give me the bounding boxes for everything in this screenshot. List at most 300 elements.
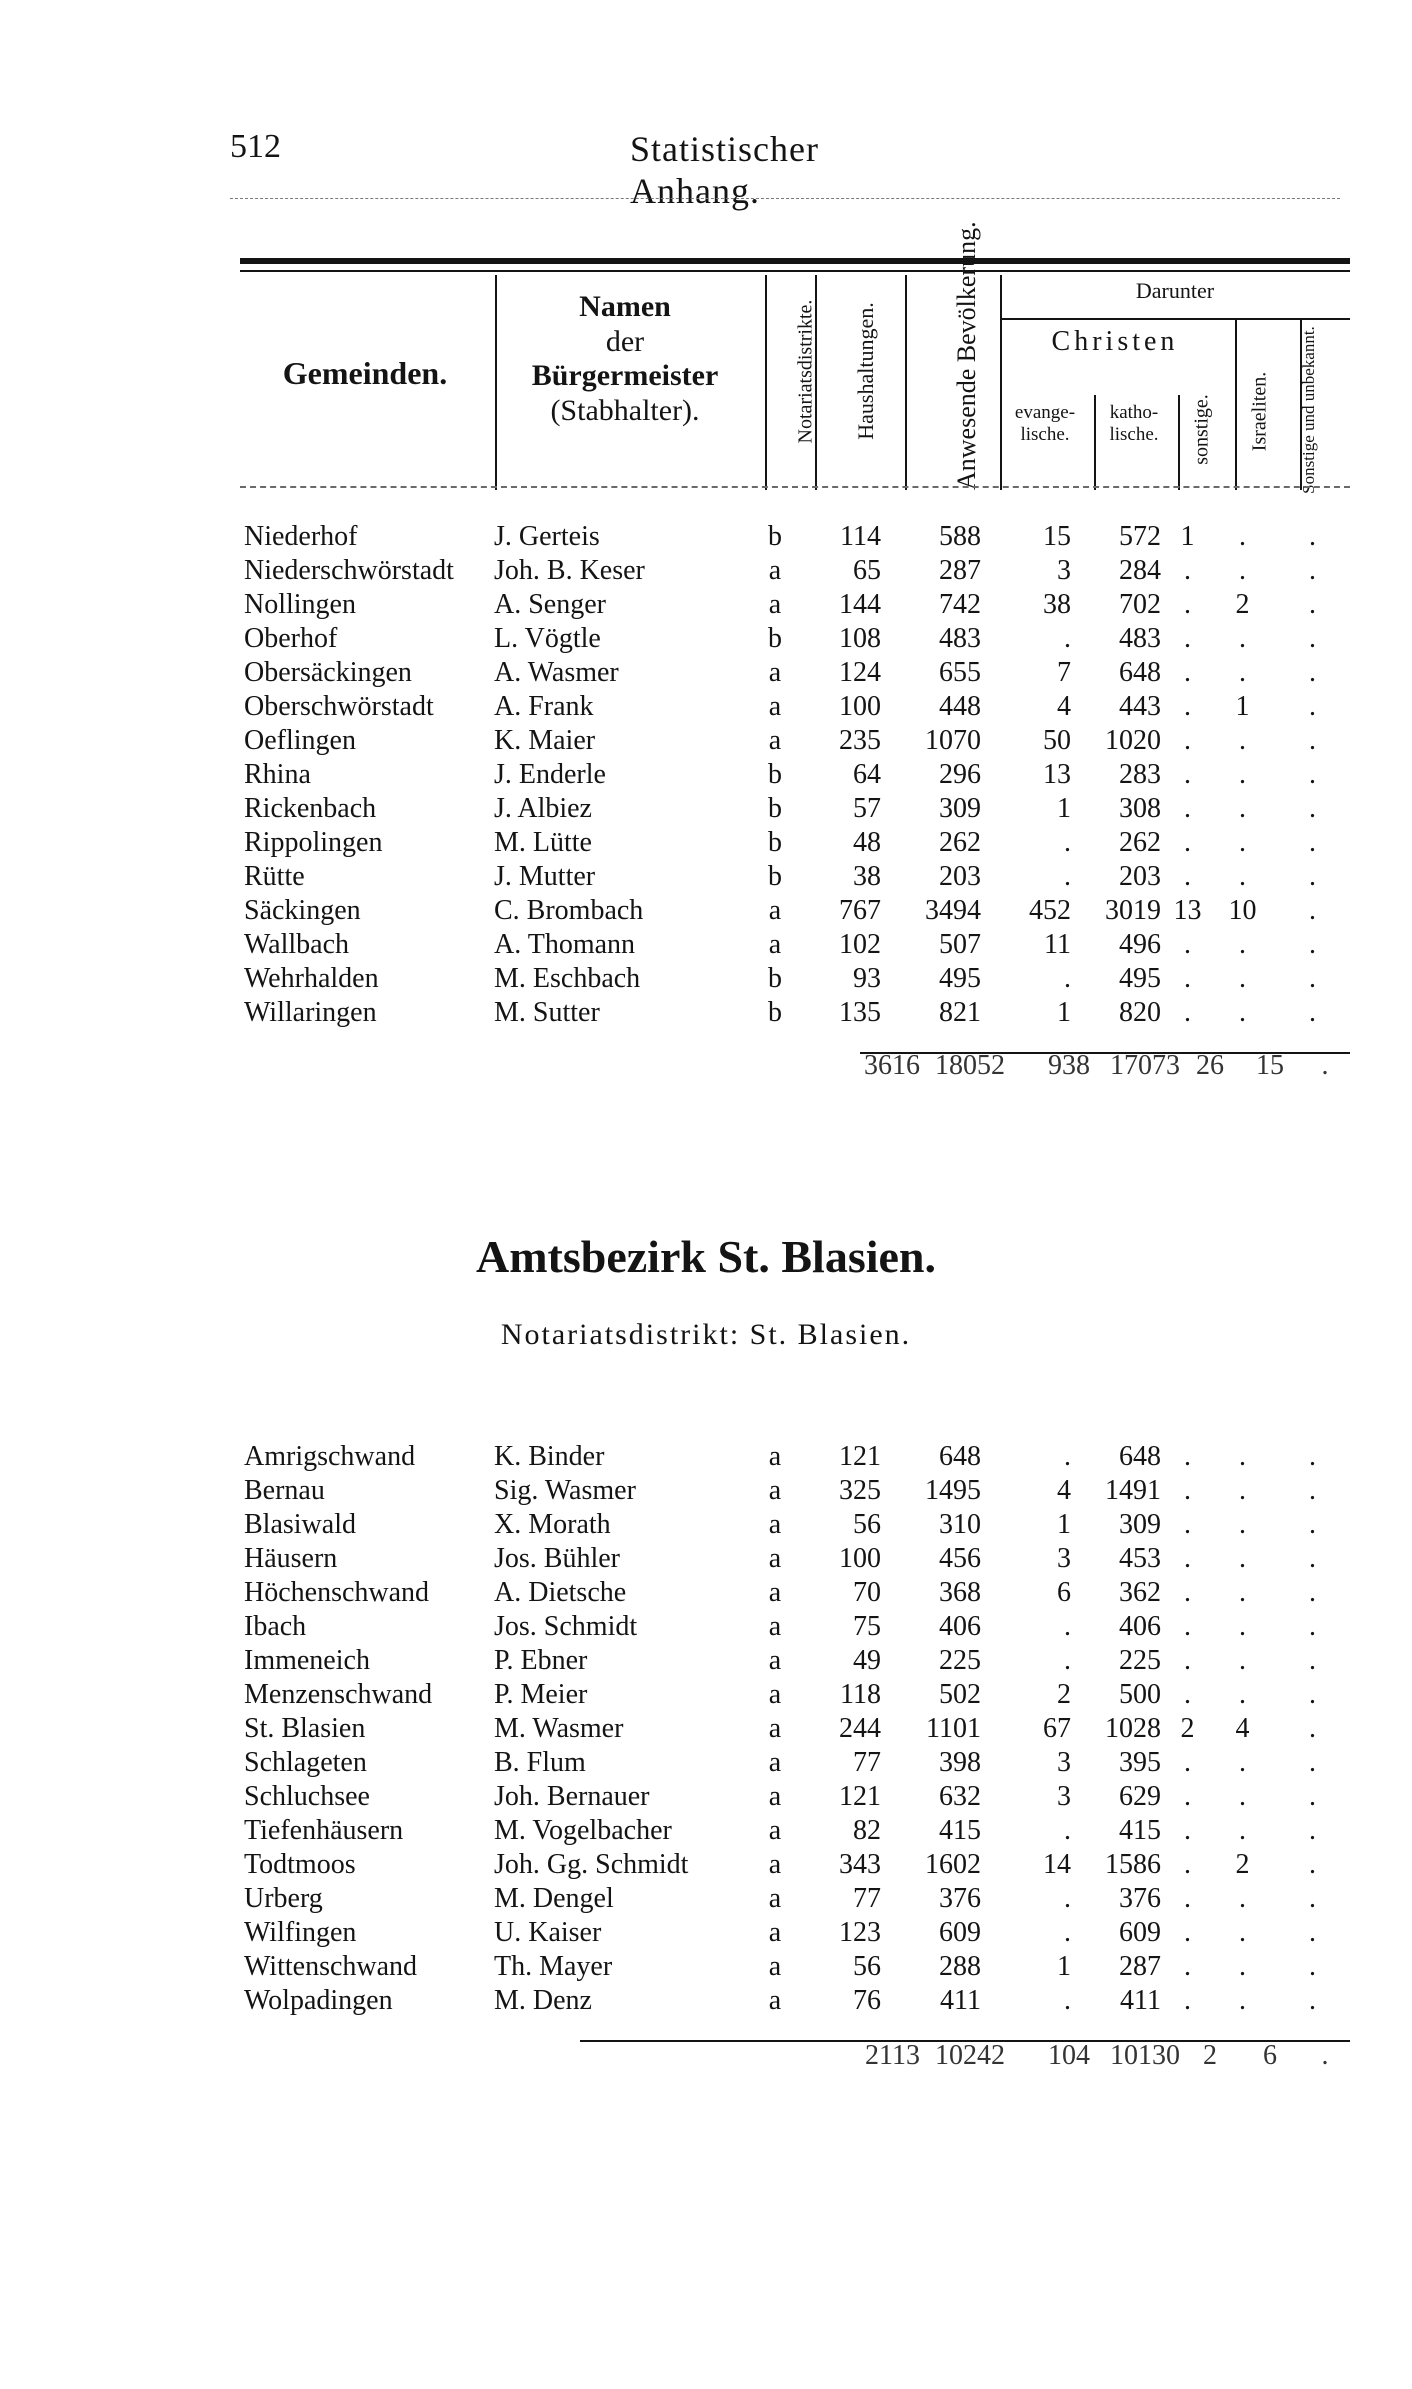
col-mayor bbox=[500, 290, 750, 428]
protestant-count: . bbox=[1064, 1883, 1071, 1914]
israelite-count: . bbox=[1239, 1781, 1246, 1812]
mayor-name: J. Gerteis bbox=[494, 521, 600, 552]
households: 123 bbox=[839, 1917, 881, 1948]
protestant-count: . bbox=[1064, 1611, 1071, 1642]
mayor-name: Jos. Bühler bbox=[494, 1543, 620, 1574]
other-unknown-count: . bbox=[1309, 691, 1316, 722]
population: 507 bbox=[939, 929, 981, 960]
other-christian-count: . bbox=[1184, 1747, 1191, 1778]
other-unknown-count: . bbox=[1309, 1747, 1316, 1778]
other-unknown-count: . bbox=[1309, 1679, 1316, 1710]
population: 398 bbox=[939, 1747, 981, 1778]
table-row bbox=[240, 1746, 1350, 1780]
table-row bbox=[240, 1644, 1350, 1678]
table-top-rule bbox=[240, 258, 1350, 264]
population: 448 bbox=[939, 691, 981, 722]
population: 296 bbox=[939, 759, 981, 790]
table-row bbox=[240, 1474, 1350, 1508]
municipality-name: Bernau bbox=[244, 1475, 325, 1506]
other-christian-count: . bbox=[1184, 963, 1191, 994]
other-christian-count: . bbox=[1184, 623, 1191, 654]
households: 108 bbox=[839, 623, 881, 654]
table-row bbox=[240, 758, 1350, 792]
population: 648 bbox=[939, 1441, 981, 1472]
protestant-count: 7 bbox=[1057, 657, 1071, 688]
other-christian-count: . bbox=[1184, 1611, 1191, 1642]
catholic-count: 572 bbox=[1119, 521, 1161, 552]
mayor-name: M. Denz bbox=[494, 1985, 592, 2016]
israelite-count: . bbox=[1239, 997, 1246, 1028]
households: 124 bbox=[839, 657, 881, 688]
households: 57 bbox=[853, 793, 881, 824]
population: 310 bbox=[939, 1509, 981, 1540]
population: 406 bbox=[939, 1611, 981, 1642]
divider bbox=[1300, 320, 1302, 490]
other-christian-count: . bbox=[1184, 1475, 1191, 1506]
total-israelites: 15 bbox=[1256, 1050, 1284, 1081]
israelite-count: . bbox=[1239, 521, 1246, 552]
col-mayor-line1: Namen bbox=[579, 290, 671, 323]
total-protestant: 104 bbox=[1048, 2040, 1090, 2071]
section-subtitle: Notariatsdistrikt: St. Blasien. bbox=[500, 1318, 912, 1351]
catholic-count: 443 bbox=[1119, 691, 1161, 722]
israelite-count: 2 bbox=[1235, 589, 1250, 620]
israelite-count: . bbox=[1239, 1509, 1246, 1540]
protestant-count: 50 bbox=[1043, 725, 1071, 756]
table-row bbox=[240, 520, 1350, 554]
table-row bbox=[240, 1814, 1350, 1848]
protestant-count: 38 bbox=[1043, 589, 1071, 620]
other-unknown-count: . bbox=[1309, 1441, 1316, 1472]
other-unknown-count: . bbox=[1309, 827, 1316, 858]
protestant-count: 1 bbox=[1057, 1509, 1071, 1540]
col-protestant: evange-lische. bbox=[1014, 402, 1076, 445]
municipality-name: Höchenschwand bbox=[244, 1577, 430, 1608]
notary-district: a bbox=[768, 1815, 782, 1846]
table-row bbox=[240, 1848, 1350, 1882]
divider bbox=[1178, 395, 1180, 490]
total-households: 3616 bbox=[864, 1050, 920, 1081]
table-row bbox=[240, 792, 1350, 826]
households: 118 bbox=[840, 1679, 881, 1710]
other-christian-count: 2 bbox=[1180, 1713, 1195, 1744]
table-row bbox=[240, 1984, 1350, 2018]
total-population: 18052 bbox=[935, 1050, 1005, 1081]
col-mayor-line4: (Stabhalter). bbox=[550, 393, 700, 427]
catholic-count: 483 bbox=[1119, 623, 1161, 654]
catholic-count: 1020 bbox=[1105, 725, 1161, 756]
catholic-count: 411 bbox=[1120, 1985, 1161, 2016]
col-households: Haushaltungen. bbox=[853, 302, 878, 440]
households: 65 bbox=[853, 555, 881, 586]
col-other-christian: sonstige. bbox=[1190, 394, 1213, 465]
total-households: 2113 bbox=[865, 2040, 920, 2071]
other-christian-count: . bbox=[1184, 759, 1191, 790]
population: 742 bbox=[939, 589, 981, 620]
other-christian-count: . bbox=[1184, 1883, 1191, 1914]
mayor-name: M. Vogelbacher bbox=[494, 1815, 672, 1846]
mayor-name: M. Dengel bbox=[494, 1883, 614, 1914]
households: 114 bbox=[840, 521, 881, 552]
notary-district: a bbox=[768, 1917, 782, 1948]
mayor-name: K. Maier bbox=[494, 725, 596, 756]
mayor-name: A. Dietsche bbox=[494, 1577, 627, 1608]
notary-district: b bbox=[768, 963, 782, 994]
households: 77 bbox=[853, 1883, 881, 1914]
protestant-count: . bbox=[1064, 861, 1071, 892]
section1-rows bbox=[240, 520, 1350, 1030]
other-christian-count: . bbox=[1184, 1509, 1191, 1540]
mayor-name: Joh. Gg. Schmidt bbox=[494, 1849, 689, 1880]
other-unknown-count: . bbox=[1309, 1815, 1316, 1846]
notary-district: a bbox=[768, 929, 782, 960]
protestant-count: . bbox=[1064, 1985, 1071, 2016]
divider bbox=[1235, 320, 1237, 490]
israelite-count: . bbox=[1239, 623, 1246, 654]
notary-district: a bbox=[768, 1985, 782, 2016]
protestant-count: 3 bbox=[1057, 1747, 1071, 1778]
israelite-count: . bbox=[1239, 1917, 1246, 1948]
notary-district: a bbox=[768, 1747, 782, 1778]
table-row bbox=[240, 1508, 1350, 1542]
table-row bbox=[240, 622, 1350, 656]
notary-district: b bbox=[768, 793, 782, 824]
table-row bbox=[240, 1576, 1350, 1610]
catholic-count: 820 bbox=[1119, 997, 1161, 1028]
catholic-count: 309 bbox=[1119, 1509, 1161, 1540]
mayor-name: A. Senger bbox=[494, 589, 606, 620]
catholic-count: 362 bbox=[1119, 1577, 1161, 1608]
col-catholic: katho-lische. bbox=[1109, 402, 1159, 445]
other-christian-count: . bbox=[1184, 1441, 1191, 1472]
other-unknown-count: . bbox=[1309, 759, 1316, 790]
protestant-count: 11 bbox=[1044, 929, 1071, 960]
households: 82 bbox=[853, 1815, 881, 1846]
catholic-count: 3019 bbox=[1105, 895, 1161, 926]
divider bbox=[1000, 275, 1002, 490]
protestant-count: . bbox=[1064, 1441, 1071, 1472]
protestant-count: 67 bbox=[1043, 1713, 1071, 1744]
mayor-name: P. Meier bbox=[494, 1679, 588, 1710]
population: 368 bbox=[939, 1577, 981, 1608]
other-christian-count: . bbox=[1184, 1849, 1191, 1880]
mayor-name: K. Binder bbox=[494, 1441, 605, 1472]
notary-district: a bbox=[768, 1849, 782, 1880]
population: 262 bbox=[939, 827, 981, 858]
divider bbox=[905, 275, 907, 490]
catholic-count: 702 bbox=[1119, 589, 1161, 620]
households: 56 bbox=[853, 1509, 881, 1540]
israelite-count: 4 bbox=[1235, 1713, 1250, 1744]
catholic-count: 1028 bbox=[1105, 1713, 1161, 1744]
municipality-name: Tiefenhäusern bbox=[244, 1815, 404, 1846]
other-christian-count: . bbox=[1184, 1679, 1191, 1710]
catholic-count: 395 bbox=[1119, 1747, 1161, 1778]
israelite-count: . bbox=[1239, 1645, 1246, 1676]
other-christian-count: . bbox=[1184, 555, 1191, 586]
mayor-name: M. Sutter bbox=[494, 997, 600, 1028]
notary-district: a bbox=[768, 657, 782, 688]
municipality-name: Nollingen bbox=[244, 589, 356, 620]
table-row bbox=[240, 860, 1350, 894]
mayor-name: U. Kaiser bbox=[494, 1917, 602, 1948]
table-row bbox=[240, 1542, 1350, 1576]
catholic-count: 415 bbox=[1119, 1815, 1161, 1846]
table-row bbox=[240, 690, 1350, 724]
municipality-name: Schluchsee bbox=[244, 1781, 370, 1812]
municipality-name: Oeflingen bbox=[244, 725, 356, 756]
israelite-count: . bbox=[1239, 1611, 1246, 1642]
notary-district: b bbox=[768, 759, 782, 790]
households: 767 bbox=[839, 895, 881, 926]
protestant-count: 14 bbox=[1043, 1849, 1071, 1880]
table-row bbox=[240, 1678, 1350, 1712]
notary-district: b bbox=[768, 623, 782, 654]
israelite-count: . bbox=[1239, 861, 1246, 892]
notary-district: a bbox=[768, 691, 782, 722]
catholic-count: 283 bbox=[1119, 759, 1161, 790]
israelite-count: . bbox=[1239, 929, 1246, 960]
other-christian-count: . bbox=[1184, 1577, 1191, 1608]
total-population: 10242 bbox=[935, 2040, 1005, 2071]
israelite-count: . bbox=[1239, 1747, 1246, 1778]
col-population: Anwesende Bevölkerung. bbox=[952, 221, 981, 490]
protestant-count: 4 bbox=[1057, 691, 1071, 722]
catholic-count: 453 bbox=[1119, 1543, 1161, 1574]
total-catholic: 17073 bbox=[1110, 1050, 1180, 1081]
mayor-name: M. Lütte bbox=[494, 827, 592, 858]
protestant-count: . bbox=[1064, 1917, 1071, 1948]
municipality-name: Wittenschwand bbox=[244, 1951, 418, 1982]
population: 376 bbox=[939, 1883, 981, 1914]
protestant-count: 13 bbox=[1043, 759, 1071, 790]
mayor-name: Jos. Schmidt bbox=[494, 1611, 638, 1642]
population: 632 bbox=[939, 1781, 981, 1812]
population: 1602 bbox=[925, 1849, 981, 1880]
population: 483 bbox=[939, 623, 981, 654]
protestant-count: 1 bbox=[1057, 1951, 1071, 1982]
municipality-name: Oberschwörstadt bbox=[244, 691, 434, 722]
protestant-count: . bbox=[1064, 827, 1071, 858]
notary-district: a bbox=[768, 725, 782, 756]
municipality-name: Ibach bbox=[244, 1611, 307, 1642]
other-unknown-count: . bbox=[1309, 1543, 1316, 1574]
table-section2 bbox=[240, 1440, 1350, 2018]
municipality-name: Niederschwörstadt bbox=[244, 555, 454, 586]
population: 225 bbox=[939, 1645, 981, 1676]
mayor-name: M. Eschbach bbox=[494, 963, 641, 994]
households: 325 bbox=[839, 1475, 881, 1506]
population: 411 bbox=[940, 1985, 981, 2016]
catholic-count: 1491 bbox=[1105, 1475, 1161, 1506]
table-row bbox=[240, 1950, 1350, 1984]
other-christian-count: . bbox=[1184, 861, 1191, 892]
other-unknown-count: . bbox=[1309, 1985, 1316, 2016]
municipality-name: Urberg bbox=[244, 1883, 323, 1914]
municipality-name: Oberhof bbox=[244, 623, 338, 654]
households: 144 bbox=[839, 589, 881, 620]
table-row bbox=[240, 588, 1350, 622]
israelite-count: . bbox=[1239, 1441, 1246, 1472]
mayor-name: M. Wasmer bbox=[494, 1713, 624, 1744]
other-unknown-count: . bbox=[1309, 1509, 1316, 1540]
protestant-count: . bbox=[1064, 963, 1071, 994]
table-row bbox=[240, 656, 1350, 690]
total-israelites: 6 bbox=[1263, 2040, 1277, 2071]
col-mayor-line2: der bbox=[605, 324, 645, 358]
notary-district: a bbox=[768, 1441, 782, 1472]
population: 821 bbox=[939, 997, 981, 1028]
population: 495 bbox=[939, 963, 981, 994]
israelite-count: . bbox=[1239, 1951, 1246, 1982]
municipality-name: Niederhof bbox=[244, 521, 358, 552]
municipality-name: Rhina bbox=[244, 759, 311, 790]
notary-district: a bbox=[768, 1577, 782, 1608]
households: 244 bbox=[839, 1713, 881, 1744]
other-unknown-count: . bbox=[1309, 1713, 1316, 1744]
catholic-count: 1586 bbox=[1105, 1849, 1161, 1880]
mayor-name: A. Thomann bbox=[494, 929, 636, 960]
protestant-count: 15 bbox=[1043, 521, 1071, 552]
notary-district: b bbox=[768, 861, 782, 892]
notary-district: a bbox=[768, 589, 782, 620]
israelite-count: . bbox=[1239, 657, 1246, 688]
israelite-count: . bbox=[1239, 759, 1246, 790]
population: 655 bbox=[939, 657, 981, 688]
israelite-count: . bbox=[1239, 793, 1246, 824]
section2-rows bbox=[240, 1440, 1350, 2018]
protestant-count: 1 bbox=[1057, 997, 1071, 1028]
other-unknown-count: . bbox=[1309, 725, 1316, 756]
population: 609 bbox=[939, 1917, 981, 1948]
catholic-count: 406 bbox=[1119, 1611, 1161, 1642]
municipality-name: Obersäckingen bbox=[244, 657, 412, 688]
households: 343 bbox=[839, 1849, 881, 1880]
households: 49 bbox=[853, 1645, 881, 1676]
page-header bbox=[230, 128, 950, 211]
mayor-name: Joh. Bernauer bbox=[494, 1781, 650, 1812]
other-christian-count: . bbox=[1184, 1781, 1191, 1812]
other-christian-count: . bbox=[1184, 1815, 1191, 1846]
catholic-count: 648 bbox=[1119, 1441, 1161, 1472]
catholic-count: 629 bbox=[1119, 1781, 1161, 1812]
catholic-count: 225 bbox=[1119, 1645, 1161, 1676]
other-unknown-count: . bbox=[1309, 997, 1316, 1028]
municipality-name: Häusern bbox=[244, 1543, 338, 1574]
catholic-count: 495 bbox=[1119, 963, 1161, 994]
other-christian-count: 1 bbox=[1180, 521, 1195, 552]
households: 77 bbox=[853, 1747, 881, 1778]
col-of-which: Darunter bbox=[1135, 278, 1215, 303]
col-other-unknown: Sonstige und unbekannt. bbox=[1299, 326, 1318, 494]
table-section1 bbox=[240, 520, 1350, 1030]
table-row bbox=[240, 1916, 1350, 1950]
israelite-count: . bbox=[1239, 725, 1246, 756]
households: 70 bbox=[853, 1577, 881, 1608]
mayor-name: A. Frank bbox=[494, 691, 594, 722]
municipality-name: Wolpadingen bbox=[244, 1985, 393, 2016]
protestant-count: . bbox=[1064, 1645, 1071, 1676]
mayor-name: Sig. Wasmer bbox=[494, 1475, 636, 1506]
divider bbox=[815, 275, 817, 490]
notary-district: a bbox=[768, 1611, 782, 1642]
other-christian-count: . bbox=[1184, 725, 1191, 756]
other-unknown-count: . bbox=[1309, 555, 1316, 586]
col-christians: Christen bbox=[1051, 326, 1179, 357]
page-number: 512 bbox=[230, 128, 281, 165]
other-christian-count: 13 bbox=[1173, 895, 1202, 926]
municipality-name: Todtmoos bbox=[244, 1849, 356, 1880]
other-unknown-count: . bbox=[1309, 623, 1316, 654]
table-row bbox=[240, 996, 1350, 1030]
protestant-count: 4 bbox=[1057, 1475, 1071, 1506]
mayor-name: Th. Mayer bbox=[494, 1951, 613, 1982]
header-rule bbox=[230, 198, 1340, 199]
protestant-count: 6 bbox=[1057, 1577, 1071, 1608]
other-unknown-count: . bbox=[1309, 1917, 1316, 1948]
col-notary-districts: Notariatsdistrikte. bbox=[794, 299, 817, 444]
mayor-name: L. Vögtle bbox=[494, 623, 601, 654]
municipality-name: Wilfingen bbox=[244, 1917, 357, 1948]
israelite-count: . bbox=[1239, 1985, 1246, 2016]
total-other-christian: 26 bbox=[1196, 1050, 1224, 1081]
other-unknown-count: . bbox=[1309, 1577, 1316, 1608]
table-row bbox=[240, 1712, 1350, 1746]
protestant-count: 3 bbox=[1057, 555, 1071, 586]
municipality-name: Wehrhalden bbox=[244, 963, 379, 994]
israelite-count: . bbox=[1239, 1815, 1246, 1846]
population: 415 bbox=[939, 1815, 981, 1846]
households: 121 bbox=[839, 1441, 881, 1472]
catholic-count: 500 bbox=[1119, 1679, 1161, 1710]
households: 48 bbox=[853, 827, 881, 858]
catholic-count: 284 bbox=[1119, 555, 1161, 586]
israelite-count: . bbox=[1239, 1883, 1246, 1914]
population: 309 bbox=[939, 793, 981, 824]
notary-district: b bbox=[768, 997, 782, 1028]
mayor-name: A. Wasmer bbox=[494, 657, 619, 688]
municipality-name: Wallbach bbox=[244, 929, 350, 960]
municipality-name: Säckingen bbox=[244, 895, 361, 926]
other-christian-count: . bbox=[1184, 827, 1191, 858]
other-christian-count: . bbox=[1184, 793, 1191, 824]
running-title: Statistischer Anhang. bbox=[630, 129, 819, 211]
header-bottom-rule bbox=[240, 486, 1350, 488]
other-christian-count: . bbox=[1184, 1645, 1191, 1676]
population: 1495 bbox=[925, 1475, 981, 1506]
notary-district: a bbox=[768, 555, 782, 586]
municipality-name: Menzenschwand bbox=[244, 1679, 433, 1710]
population: 1070 bbox=[925, 725, 981, 756]
notary-district: a bbox=[768, 1883, 782, 1914]
notary-district: b bbox=[768, 521, 782, 552]
other-christian-count: . bbox=[1184, 691, 1191, 722]
population: 3494 bbox=[925, 895, 981, 926]
municipality-name: Amrigschwand bbox=[244, 1441, 416, 1472]
table-row bbox=[240, 1780, 1350, 1814]
section-title: Amtsbezirk St. Blasien. bbox=[476, 1231, 936, 1282]
population: 502 bbox=[939, 1679, 981, 1710]
households: 64 bbox=[853, 759, 881, 790]
table-row bbox=[240, 554, 1350, 588]
col-israelites: Israeliten. bbox=[1248, 371, 1271, 452]
mayor-name: J. Enderle bbox=[494, 759, 606, 790]
population: 588 bbox=[939, 521, 981, 552]
other-unknown-count: . bbox=[1309, 1645, 1316, 1676]
notary-district: a bbox=[768, 1951, 782, 1982]
other-christian-count: . bbox=[1184, 1917, 1191, 1948]
mayor-name: B. Flum bbox=[494, 1747, 586, 1778]
